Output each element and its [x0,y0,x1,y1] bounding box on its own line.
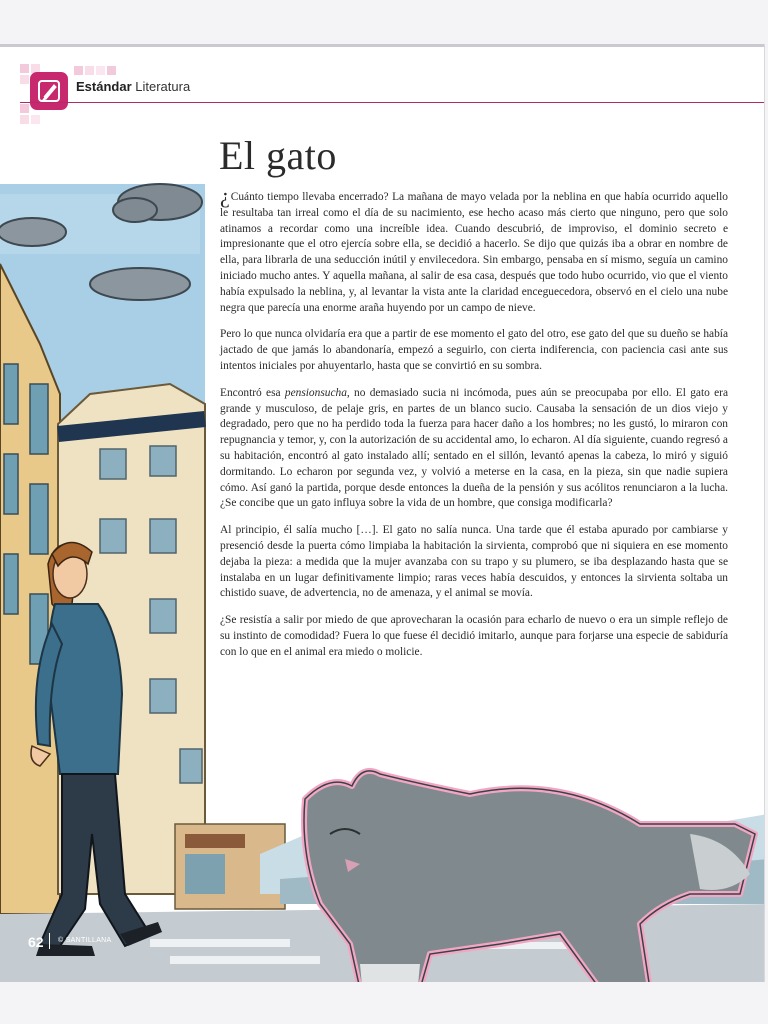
paragraph: Encontró esa pensionsucha, no demasiado sucia ni incómoda, pues aún se preocupaba por ello. El gato era grande y musculoso, de pelaje gris, en partes de un blanco sucio. Causaba la sensación de un dios viejo y degradado, pero que no ha perdido toda la fuerza para hacer daño a los hombres; no les gustó, lo miraron con repugnancia y temor, y, con la autorización de su accidental amo, lo echaron. Al día siguiente, cuando regresó a su habitación, encontró al gato instalado allí; sentado en el sillón, levantó apenas la cabeza, lo miró y siguió dormitando. Lo echaron por segunda vez, y volvió a meterse en la casa, en la pieza, sin que nadie supiera cómo. Así ganó la partida, porque desde entonces la dueña de la pensión y sus acólitos renunciaron a la lucha. ¿Se concibe que un gato influya sobre la vida de un hombre, que consiga modificarla? [220,386,729,510]
page-number: 62 [28,934,44,950]
section-subject: Literatura [135,79,191,94]
header-rule [20,102,764,103]
drop-cap: ¿ [220,183,230,208]
pen-nib-icon [30,72,68,110]
story-body [220,183,729,672]
footer-separator [49,933,50,949]
paragraph: Pero lo que nunca olvidaría era que a partir de ese momento el gato del otro, ese gato del que su dueño se había jactado de que jamás lo abandonaría, empezó a seguirlo, con cierta indiferencia, con paciencia casi ante sus intentos iniciales por ahuyentarlo, hasta que se convirtió en su sombra. [220,328,728,372]
paragraph: ¿Se resistía a salir por miedo de que aprovecharan la ocasión para echarlo de nuevo o era un simple reflejo de su instinto de comodidad? Fuera lo que fuese él decidió imitarlo, aunque para forjarse una especie de sabiduría con lo que en el animal era miedo o molicie. [220,614,728,658]
story-title: El gato [219,133,337,178]
book-page [0,44,765,982]
section-label [76,79,190,94]
publisher-credit: © SANTILLANA [58,937,112,944]
section-brand: Estándar [76,79,132,94]
paragraph: Al principio, él salía mucho […]. El gato no salía nunca. Una tarde que él estaba apurado por cambiarse y presenció desde la puerta cómo limpiaba la habitación la sirvienta, comprobó que ni siquiera en ese momento dejaba la pieza: a medida que la mujer avanzaba con su trapo y su plumero, se iba desplazando hasta que se instalaba en un lugar definitivamente limpio; raras veces había descuidos, y entonces la sirvienta soltaba un chistido suave, de advertencia, no de amenaza, y el animal se movía. [220,524,728,600]
paragraph: ¿Cuánto tiempo llevaba encerrado? La mañana de mayo velada por la neblina en que había ocurrido aquello le resultaba tan irreal como el día de su nacimiento, ese hecho acaso más cierto que ninguno, pero que solo atinamos a recordar como una increíble idea. Cuando descubrió, de improviso, el dominio secreto e impresionante que el otro ejercía sobre ella, se decidió a hacerlo. Se dijo que quizás iba a obrar en nombre de ella, para librarla de una seducción inútil y envilecedora. Sin embargo, pensaba en sí mismo, seguía un camino iniciado mucho antes. Y aquella mañana, al salir de esa casa, después que todo hubo ocurrido, vio que el viento había expulsado la neblina, y, al levantar la vista ante la claridad enceguecedora, observó en el cielo una nube negra que parecía una enorme araña huyendo por un campo de nieve. [220,183,728,314]
literatura-logo [30,72,68,110]
